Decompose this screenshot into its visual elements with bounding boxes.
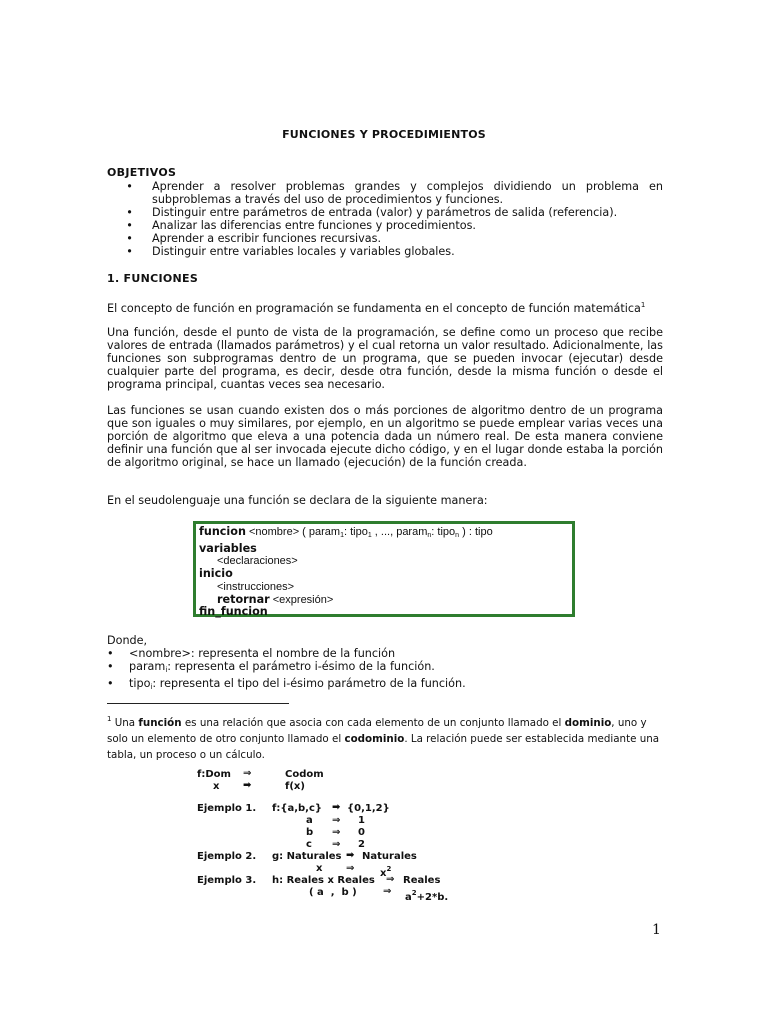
- objective-item: • Distinguir entre parámetros de entrada (valor) y parámetros de salida (referencia).: [126, 206, 618, 219]
- objectives-list: [107, 180, 663, 258]
- section-heading-funciones: 1. FUNCIONES: [107, 272, 199, 285]
- example-1-row-domain: a: [306, 815, 313, 826]
- example-1-row-value: 2: [358, 839, 365, 850]
- example-2-label: Ejemplo 2.: [197, 851, 257, 862]
- code-line-end: fin_funcion: [199, 605, 268, 619]
- arrow-icon: ⇒: [383, 886, 392, 897]
- arrow-icon: ⇒: [386, 874, 395, 885]
- paragraph-1: El concepto de función en programación se fundamenta en el concepto de función matemática$^1$: [107, 301, 646, 315]
- footnote: $^1$ Una función es una relación que asocia con cada elemento de un conjunto llamado el dominio, uno y solo un elemento de otro conjunto llamado el codominio. La relación puede ser establecida mediante una tabla, un proceso o un cálculo.: [107, 715, 660, 761]
- objective-item: • Analizar las diferencias entre funciones y procedimientos.: [126, 219, 476, 232]
- arrow-icon: ➡: [243, 780, 252, 791]
- page-title: FUNCIONES Y PROCEDIMIENTOS: [282, 128, 486, 141]
- footnote-separator: [107, 703, 289, 704]
- code-line-return: retornar <expresión>: [217, 592, 334, 606]
- mapping-x: x: [213, 781, 220, 792]
- arrow-icon: ➡: [332, 802, 341, 813]
- mapping-codom: Codom: [285, 769, 324, 780]
- arrow-icon: ⇒: [332, 839, 341, 850]
- objective-item: • Aprender a resolver problemas grandes y complejos dividiendo un problema en subproblemas a través del uso de procedimientos y funciones.: [126, 180, 663, 206]
- example-1-label: Ejemplo 1.: [197, 803, 257, 814]
- objectives-heading: OBJETIVOS: [107, 166, 177, 179]
- example-1-row-domain: b: [306, 827, 314, 838]
- paragraph-3: Las funciones se usan cuando existen dos o más porciones de algoritmo dentro de un programa que son iguales o muy similares, por ejemplo, en un algoritmo se puede emplear varias veces una porción de algoritmo que eleva a una potencia dada un número real. De esta manera conviene definir una función que al ser invocada ejecute dicho código, y en el lugar donde estaba la porción de algoritmo original, se hace un llamado (ejecución) de la función creada.: [107, 404, 663, 469]
- example-3-def: h: Reales x Reales: [272, 875, 375, 886]
- where-item: • tipo$_i$: representa el tipo del i-ésimo parámetro de la función.: [107, 677, 466, 691]
- example-2-result: $x^2$: [380, 865, 392, 879]
- example-1-def: f:{a,b,c}: [272, 803, 323, 814]
- mapping-fx: f(x): [285, 781, 305, 792]
- page-number: 1: [652, 922, 661, 938]
- example-3-result: $a^2+2*b$.: [405, 889, 449, 903]
- code-line-inicio: inicio: [199, 567, 233, 581]
- arrow-icon: ⇒: [243, 768, 252, 779]
- arrow-icon: ⇒: [346, 863, 355, 874]
- example-1-codomain: {0,1,2}: [347, 803, 390, 814]
- where-list: [107, 634, 663, 694]
- example-1-row-value: 0: [358, 827, 365, 838]
- objective-item: • Aprender a escribir funciones recursivas.: [126, 232, 382, 245]
- example-3-args: ( a , b ): [309, 887, 357, 898]
- example-3-label: Ejemplo 3.: [197, 875, 257, 886]
- mapping-fdom: f:Dom: [197, 769, 231, 780]
- code-line-declarations: <declaraciones>: [217, 555, 298, 568]
- example-3-codomain: Reales: [403, 875, 441, 886]
- example-2-def: g: Naturales: [272, 851, 342, 862]
- function-syntax-box: [193, 521, 575, 617]
- arrow-icon: ⇒: [332, 815, 341, 826]
- example-1-row-domain: c: [306, 839, 312, 850]
- paragraph-2: Una función, desde el punto de vista de la programación, se define como un proceso que recibe valores de entrada (llamados parámetros) y el cual retorna un valor resultado. Adicionalmente, las funciones son subprogramas dentro de un programa, que se pueden invocar (ejecutar) desde cualquier parte del programa, es decir, desde otra función, desde la misma función o desde el programa principal, cuantas veces sea necesario.: [107, 326, 663, 391]
- arrow-icon: ➡: [346, 850, 355, 861]
- example-2-x: x: [316, 863, 323, 874]
- example-2-codomain: Naturales: [362, 851, 417, 862]
- where-label: Donde,: [107, 634, 148, 647]
- example-1-row-value: 1: [358, 815, 365, 826]
- where-item: • param$_i$: representa el parámetro i-ésimo de la función.: [107, 660, 435, 674]
- code-line-variables: variables: [199, 541, 257, 555]
- where-item: • <nombre>: representa el nombre de la función: [107, 647, 396, 660]
- arrow-icon: ⇒: [332, 827, 341, 838]
- code-line-header: funcion <nombre> ( param$_1$: tipo$_1$ , ..., param$_n$: tipo$_n$ ) : tipo: [199, 525, 493, 539]
- code-line-instructions: <instrucciones>: [217, 580, 295, 593]
- objective-item: • Distinguir entre variables locales y variables globales.: [126, 245, 455, 258]
- paragraph-4: En el seudolenguaje una función se declara de la siguiente manera:: [107, 494, 488, 507]
- footnote-reference: 1: [640, 301, 646, 309]
